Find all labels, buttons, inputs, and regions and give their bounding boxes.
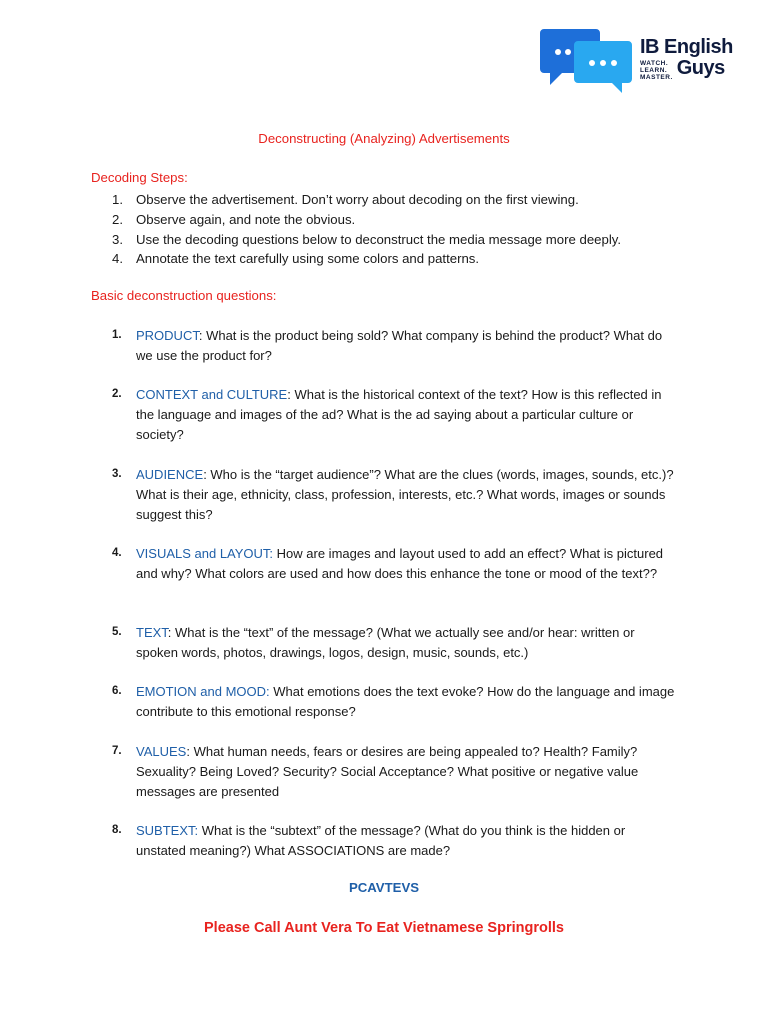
question-keyword: CONTEXT and CULTURE xyxy=(136,387,288,402)
question-keyword: PRODUCT xyxy=(136,328,199,343)
decoding-steps-heading: Decoding Steps: xyxy=(91,170,188,185)
basic-questions-heading: Basic deconstruction questions: xyxy=(91,288,277,303)
chat-bubbles-icon xyxy=(538,25,634,93)
question-keyword: VALUES xyxy=(136,744,187,759)
logo-name-line1: IB English xyxy=(640,36,733,58)
question-emotion: 6. EMOTION and MOOD: What emotions does the text evoke? How do the language and image contribute to this emotional response? xyxy=(112,684,675,719)
list-item: 3. Use the decoding questions below to deconstruct the media message more deeply. xyxy=(112,231,622,247)
decoding-steps-list xyxy=(112,190,672,269)
question-audience: 3. AUDIENCE: Who is the “target audience”? What are the clues (words, images, sounds, etc.)? What is their age, ethnicity, class, profession, interests, etc.? What words, images or sounds suggest this? xyxy=(112,467,674,522)
acronym: PCAVTEVS xyxy=(348,880,420,895)
document-title: Deconstructing (Analyzing) Advertisements xyxy=(258,131,510,146)
logo-name-line2: Guys xyxy=(676,57,725,79)
logo-tagline: WATCH. LEARN. MASTER. xyxy=(640,60,673,81)
list-item: 2. Observe again, and note the obvious. xyxy=(112,211,356,227)
list-item: 4. Annotate the text carefully using some colors and patterns. xyxy=(112,251,480,267)
question-keyword: AUDIENCE xyxy=(136,467,204,482)
ib-english-guys-logo xyxy=(538,20,748,98)
question-keyword: VISUALS and LAYOUT: xyxy=(136,546,274,561)
question-visuals: 4. VISUALS and LAYOUT: How are images and layout used to add an effect? What is pictured and why? What colors are used and how does this enhance the tone or mood of the text?? xyxy=(112,546,664,581)
question-context: 2. CONTEXT and CULTURE: What is the historical context of the text? How is this reflected in the language and images of the ad? What is the ad saying about a particular culture or society? xyxy=(112,387,662,442)
question-keyword: SUBTEXT: xyxy=(136,823,199,838)
question-subtext: 8. SUBTEXT: What is the “subtext” of the message? (What do you think is the hidden or unstated meaning?) What ASSOCIATIONS are made? xyxy=(112,823,626,858)
question-text: 5. TEXT: What is the “text” of the message? (What we actually see and/or hear: written or spoken words, photos, drawings, logos, design, music, sounds, etc.) xyxy=(112,625,635,660)
question-keyword: EMOTION and MOOD: xyxy=(136,684,270,699)
mnemonic: Please Call Aunt Vera To Eat Vietnamese Springrolls xyxy=(204,920,564,936)
list-item: 1. Observe the advertisement. Don’t worry about decoding on the first viewing. xyxy=(112,192,579,207)
question-keyword: TEXT xyxy=(136,625,168,640)
question-values: 7. VALUES: What human needs, fears or desires are being appealed to? Health? Family? Sexuality? Being Loved? Security? Social Acceptance? What positive or negative value messages are presented xyxy=(112,744,639,799)
question-product: 1. PRODUCT: What is the product being sold? What company is behind the product? What do we use the product for? xyxy=(112,328,663,363)
